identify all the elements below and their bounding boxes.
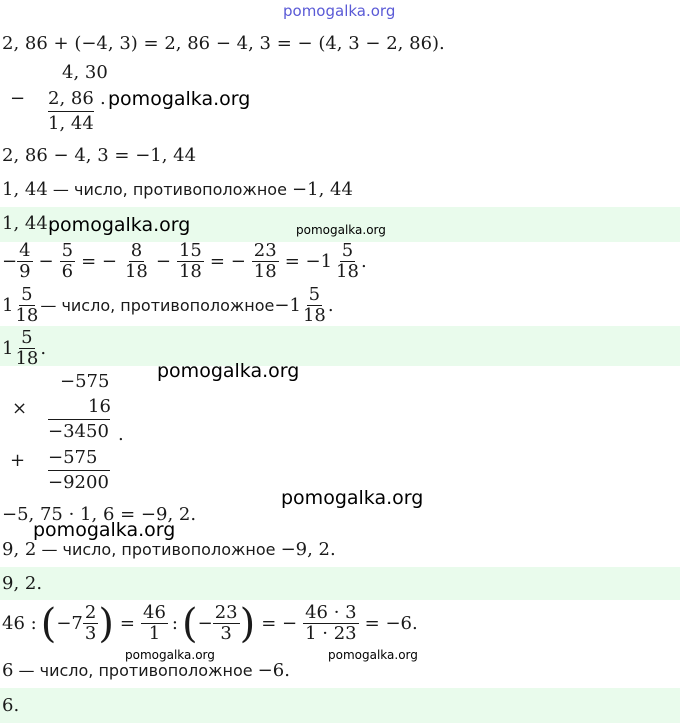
- answer-band-2: [0, 326, 680, 366]
- s2-ans-fraction: [13, 328, 40, 369]
- s3-multiplicand: −575: [60, 371, 110, 392]
- s1-column-dot: .: [100, 88, 106, 109]
- s4-paren-close-2: ): [239, 600, 256, 647]
- s1-equation: 2, 86 + (−4, 3) = 2, 86 − 4, 3 = − (4, 3 − 2, 86).: [2, 33, 445, 54]
- watermark-a: pomogalka.org: [108, 88, 251, 110]
- s4-f4-num: 46 · 3: [305, 602, 357, 623]
- watermark-g: pomogalka.org: [125, 648, 215, 662]
- s2-f5-num: 23: [253, 240, 277, 261]
- s3-times: ×: [12, 398, 28, 419]
- s2-fraction-5: [252, 241, 279, 282]
- s4-f4-den: 1 · 23: [305, 623, 357, 644]
- s2-l2-end: .: [327, 294, 334, 316]
- s4-line2: [2, 660, 290, 682]
- s3-line: −5, 75 · 1, 6 = −9, 2.: [2, 504, 197, 525]
- watermark-top: pomogalka.org: [283, 2, 396, 20]
- s4-neg: −: [197, 612, 213, 634]
- s4-eq-2: = −: [261, 612, 298, 634]
- s4-colon: :: [171, 612, 178, 634]
- s4-l2-opposite: −6.: [257, 660, 290, 681]
- s4-start: 46 :: [2, 612, 37, 634]
- s2-l2-num-2: 5: [308, 284, 321, 305]
- s1-line3: [2, 179, 353, 201]
- s2-l2-whole-2: −1: [274, 294, 301, 316]
- s2-minus-3: −: [155, 250, 171, 272]
- s4-f3-den: 3: [220, 623, 232, 644]
- s3-multiplier: 16: [88, 396, 111, 417]
- s1-line3-opposite: −1, 44: [292, 179, 353, 200]
- s4-l2-text: — число, противоположное: [13, 661, 258, 680]
- s2-minus-2: −: [38, 250, 54, 272]
- watermark-d: pomogalka.org: [157, 360, 300, 382]
- s4-paren-open-1: (: [40, 600, 57, 647]
- s4-fraction-1: [83, 603, 98, 644]
- s4-paren-open-2: (: [182, 600, 198, 647]
- s2-equation: [2, 241, 367, 282]
- s2-f4-num: 15: [178, 240, 202, 261]
- s2-f1-den: 9: [19, 261, 31, 282]
- s2-eq-1: = −: [81, 250, 117, 272]
- watermark-h: pomogalka.org: [328, 648, 418, 662]
- s2-f3-num: 8: [130, 240, 143, 261]
- s1-line2: 2, 86 − 4, 3 = −1, 44: [2, 145, 197, 166]
- s2-line2: [2, 285, 334, 326]
- s2-l2-num: 5: [21, 284, 33, 305]
- s2-l2-whole: 1: [2, 294, 14, 316]
- s2-f2-num: 5: [61, 240, 74, 261]
- s4-paren-close-1: ): [98, 600, 114, 647]
- s3-plus: +: [10, 450, 26, 471]
- s2-end: .: [360, 250, 367, 272]
- s2-fraction-2: [60, 241, 75, 282]
- answer-band-3: [0, 567, 680, 600]
- s2-l2-den: 18: [15, 305, 39, 326]
- s2-l2-fraction: [13, 285, 40, 326]
- s2-l2-text: — число, противоположное: [40, 296, 275, 315]
- s1-answer: 1, 44.: [2, 213, 54, 234]
- s1-column-top: 4, 30: [62, 62, 108, 83]
- s2-ans-end: .: [40, 337, 47, 359]
- s2-f6-num: 5: [341, 240, 354, 261]
- s1-line3-number: 1, 44: [2, 179, 48, 200]
- s2-f5-den: 18: [253, 261, 277, 282]
- s2-f3-den: 18: [124, 261, 148, 282]
- s4-f1-num: 2: [84, 602, 97, 623]
- watermark-e: pomogalka.org: [281, 487, 424, 509]
- s2-fraction-1: [17, 241, 32, 282]
- s3-result: −9200: [48, 472, 109, 493]
- s2-ans-den: 18: [15, 348, 39, 369]
- s3-partial-2: −575: [48, 447, 98, 468]
- s4-answer: 6.: [2, 695, 20, 716]
- s2-eq-3: = −1: [284, 250, 333, 272]
- s3-answer: 9, 2.: [2, 573, 43, 594]
- s3-l2-text: — число, противоположное: [36, 540, 281, 559]
- s4-f1-den: 3: [84, 623, 97, 644]
- watermark-f: pomogalka.org: [33, 519, 176, 541]
- s4-equation: [2, 600, 418, 647]
- s4-neg7: −7: [56, 612, 83, 634]
- s4-f3-num: 23: [214, 602, 238, 623]
- s2-f2-den: 6: [61, 261, 74, 282]
- s2-answer: [2, 328, 46, 369]
- s2-l2-den-2: 18: [302, 305, 326, 326]
- s2-fraction-3: [123, 241, 150, 282]
- s4-l2-number: 6: [2, 660, 14, 681]
- s2-f4-den: 18: [178, 261, 202, 282]
- s2-ans-whole: 1: [2, 337, 14, 359]
- s2-minus-1: −: [2, 250, 18, 272]
- s3-l2-number: 9, 2: [2, 539, 37, 560]
- s2-fraction-6: [334, 241, 361, 282]
- answer-band-4: [0, 688, 680, 723]
- watermark-c: pomogalka.org: [296, 223, 386, 237]
- s4-f2-num: 46: [143, 602, 166, 623]
- s3-dot: .: [118, 424, 124, 445]
- s2-eq-2: = −: [209, 250, 246, 272]
- s3-line2: [2, 539, 336, 561]
- s1-column-subtrahend: 2, 86: [48, 88, 94, 109]
- s3-l2-opposite: −9, 2.: [280, 539, 336, 560]
- s2-f1-num: 4: [19, 240, 31, 261]
- s3-partial-1: −3450: [48, 421, 109, 442]
- s4-fraction-4: [303, 603, 359, 644]
- s4-f2-den: 1: [148, 623, 161, 644]
- s2-f6-den: 18: [336, 261, 359, 282]
- watermark-b: pomogalka.org: [48, 214, 191, 236]
- s2-fraction-4: [177, 241, 204, 282]
- s1-line3-text: — число, противоположное: [47, 180, 293, 199]
- s4-fraction-2: [141, 603, 168, 644]
- s4-fraction-3: [213, 603, 240, 644]
- s4-end: = −6.: [364, 612, 418, 634]
- s2-l2-fraction-2: [301, 285, 328, 326]
- s2-ans-num: 5: [21, 327, 33, 348]
- s1-column-operator: −: [10, 88, 26, 109]
- s4-eq-1: =: [119, 612, 136, 634]
- s1-column-result: 1, 44: [48, 113, 94, 134]
